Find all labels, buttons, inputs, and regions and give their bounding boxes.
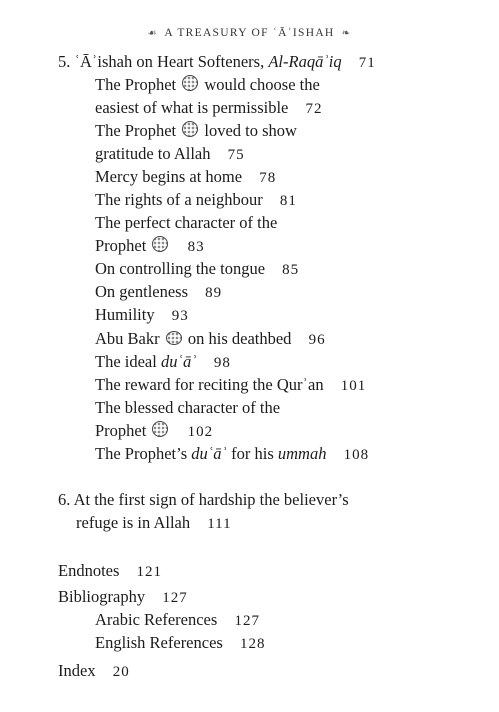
toc-entry[interactable] [95, 352, 231, 373]
toc-entry[interactable] [95, 329, 326, 350]
entry-text: Humility [95, 305, 155, 324]
entry-text: On gentleness [95, 282, 189, 301]
chapter-number: 5. [58, 52, 71, 71]
toc-entry[interactable] [95, 259, 299, 280]
toc-entry[interactable] [95, 282, 222, 303]
page-number: 101 [340, 378, 367, 394]
entry-text: Index [58, 661, 96, 680]
page-number: 111 [207, 516, 232, 532]
toc-entry-continuation[interactable] [95, 236, 205, 257]
entry-text: Endnotes [58, 561, 120, 580]
entry-text-cont: on his deathbed [187, 329, 292, 348]
toc-bibliography[interactable] [58, 587, 188, 608]
entry-text: The Prophet’s [95, 444, 192, 463]
toc-arabic-references[interactable] [95, 610, 260, 631]
chapter-title: refuge is in Allah [76, 513, 191, 532]
ornament-left-icon: ☙ [147, 28, 158, 39]
entry-text-cont: loved to show [204, 121, 297, 140]
running-header-title: A TREASURY OF ʿĀʾISHAH [164, 27, 335, 39]
page-number: 121 [136, 564, 163, 580]
entry-text: The ideal [95, 352, 161, 371]
page-number: 102 [187, 424, 214, 440]
entry-text: The Prophet [95, 121, 177, 140]
ornament-right-icon: ❧ [341, 28, 352, 39]
entry-text: gratitude to Allah [95, 144, 211, 163]
entry-text: The blessed character of the [95, 398, 281, 417]
page-number: 96 [308, 332, 326, 348]
entry-text: The perfect character of the [95, 213, 278, 232]
entry-text: Abu Bakr [95, 329, 160, 348]
entry-text: Prophet [95, 421, 147, 440]
page-number: 127 [234, 613, 260, 629]
salutation-pbuh-icon [152, 421, 168, 437]
page-number: 83 [187, 239, 205, 255]
entry-text-italic: duʿāʾ [160, 352, 197, 371]
page-number: 75 [227, 147, 245, 163]
page-number: 98 [213, 355, 231, 371]
entry-text: Prophet [95, 236, 147, 255]
entry-text: Mercy begins at home [95, 167, 243, 186]
toc-entry[interactable] [95, 75, 320, 95]
page-number: 85 [282, 262, 300, 278]
page-number: 72 [305, 101, 323, 117]
salutation-pbuh-icon [152, 236, 168, 252]
toc-chapter-6[interactable] [58, 490, 349, 510]
toc-entry[interactable] [95, 190, 297, 211]
entry-text-cont: would choose the [204, 75, 320, 94]
entry-text: The rights of a neighbour [95, 190, 263, 209]
toc-entry[interactable] [95, 121, 297, 141]
entry-text-italic: duʿāʾ [191, 444, 227, 463]
page-number: 81 [279, 193, 297, 209]
entry-text: Arabic References [95, 610, 218, 629]
entry-text: Bibliography [58, 587, 146, 606]
entry-text-cont: for his [227, 444, 278, 463]
toc-entry[interactable] [95, 398, 280, 418]
page-number: 127 [162, 590, 188, 606]
salutation-pbuh-icon [182, 75, 198, 91]
page-number: 78 [259, 170, 277, 186]
toc-entry-continuation[interactable] [95, 421, 213, 442]
toc-entry-continuation[interactable] [95, 98, 323, 119]
toc-chapter-5[interactable] [58, 52, 376, 73]
toc-entry[interactable] [95, 444, 369, 465]
entry-text: The Prophet [95, 75, 177, 94]
chapter-number: 6. [58, 490, 71, 509]
chapter-title: ʿĀʾishah on Heart Softeners, [74, 52, 269, 71]
toc-index[interactable] [58, 661, 130, 682]
entry-text: easiest of what is permissible [95, 98, 289, 117]
toc-entry[interactable] [95, 375, 366, 396]
entry-text: English References [95, 633, 223, 652]
chapter-title-italic: Al-Raqāʾiq [268, 52, 342, 71]
toc-entry[interactable] [95, 167, 276, 188]
page-number: 108 [343, 447, 370, 463]
page-number: 128 [239, 636, 266, 652]
entry-text-italic-2: ummah [277, 444, 327, 463]
toc-english-references[interactable] [95, 633, 265, 654]
salutation-pbuh-icon [182, 121, 198, 137]
page-number: 89 [205, 285, 223, 301]
running-header [0, 27, 499, 39]
salutation-ra-icon [166, 331, 182, 345]
page-number: 71 [358, 55, 376, 71]
toc-entry-continuation[interactable] [95, 144, 245, 165]
entry-text: The reward for reciting the Qurʾan [95, 375, 324, 394]
toc-chapter-6-continuation[interactable] [76, 513, 232, 534]
chapter-title: At the first sign of hardship the believer’s [73, 490, 349, 509]
entry-text: On controlling the tongue [95, 259, 266, 278]
toc-entry[interactable] [95, 305, 189, 326]
toc-entry[interactable] [95, 213, 277, 233]
page-number: 93 [171, 308, 189, 324]
page-number: 20 [112, 664, 130, 680]
toc-endnotes[interactable] [58, 561, 162, 582]
